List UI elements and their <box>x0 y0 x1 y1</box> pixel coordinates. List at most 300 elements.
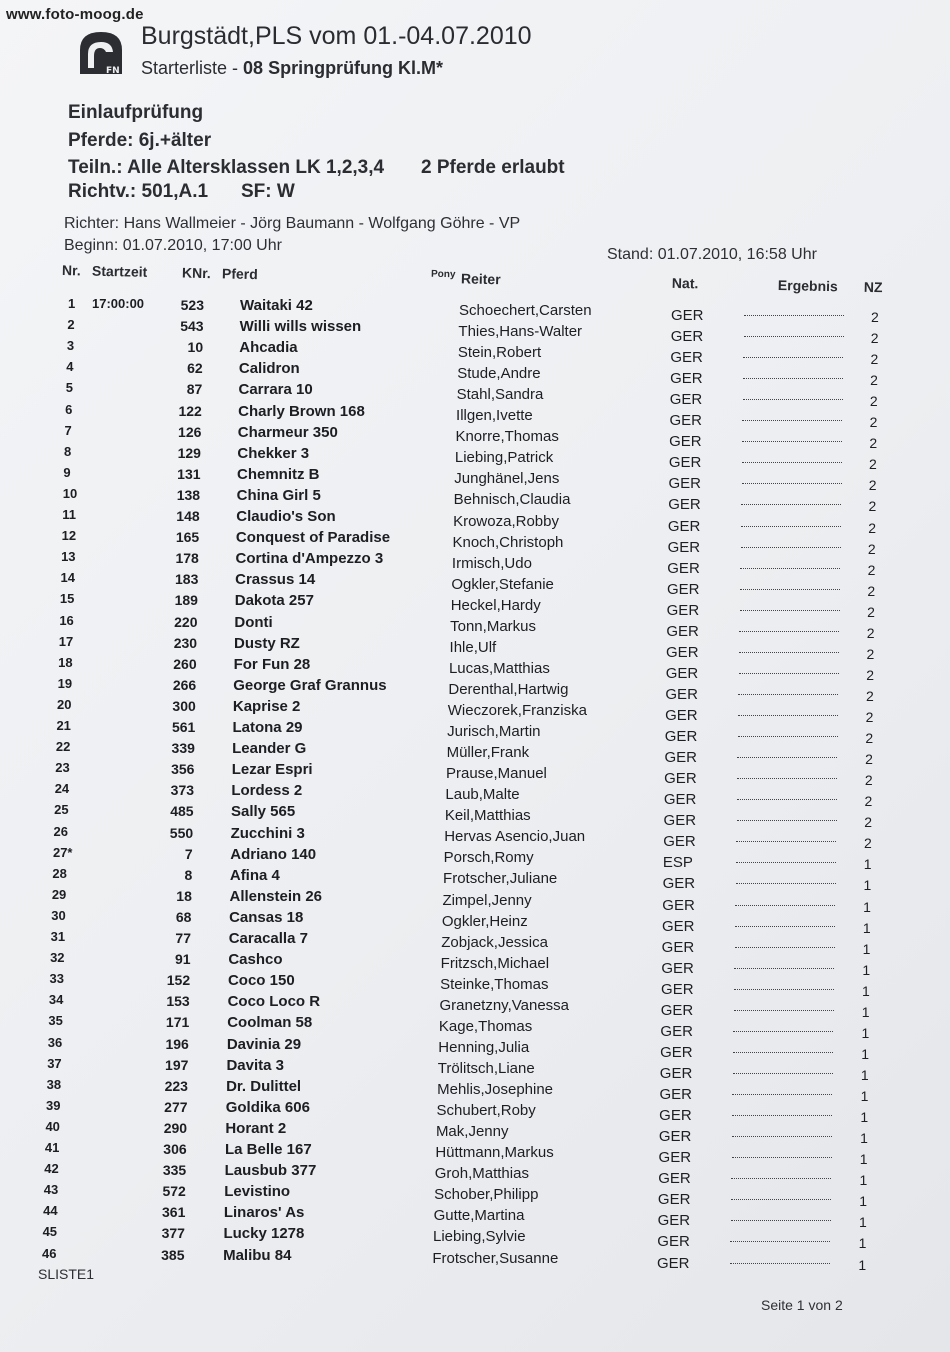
cell-nz: 2 <box>870 330 879 347</box>
cell-nat: GER <box>657 1254 690 1272</box>
cell-reiter: Laub,Malte <box>445 786 520 804</box>
cell-nat: GER <box>661 938 695 956</box>
cell-reiter: Prause,Manuel <box>445 765 547 783</box>
cell-nz: 2 <box>865 751 873 768</box>
table-row <box>0 992 950 1020</box>
cell-nz: 2 <box>864 835 872 852</box>
cell-nz: 2 <box>869 414 878 431</box>
cell-pferd: Allenstein 26 <box>229 887 323 905</box>
cell-pferd: Lezar Espri <box>231 761 313 779</box>
table-row <box>0 422 950 452</box>
cell-reiter: Krowoza,Robby <box>453 512 559 530</box>
cell-knr: 335 <box>162 1162 187 1179</box>
cell-nat: GER <box>663 833 696 851</box>
cell-nat: GER <box>665 707 698 725</box>
cell-nz: 1 <box>862 982 870 999</box>
cell-reiter: Heckel,Hardy <box>450 596 541 614</box>
cell-nr: 19 <box>57 675 73 691</box>
cell-nr: 31 <box>50 929 66 944</box>
result-blank <box>737 751 837 758</box>
cell-reiter: Trölitsch,Liane <box>437 1059 535 1077</box>
cell-reiter: Jurisch,Martin <box>447 723 541 741</box>
cell-nz: 1 <box>863 856 872 873</box>
cell-nz: 2 <box>866 624 875 641</box>
table-row <box>0 338 950 368</box>
cell-knr: 152 <box>166 972 191 989</box>
cell-knr: 230 <box>173 634 198 651</box>
cell-nat: GER <box>659 1064 693 1082</box>
list-id: SLISTE1 <box>38 1266 95 1282</box>
cell-pferd: Willi wills wissen <box>239 318 362 336</box>
cell-knr: 361 <box>162 1204 186 1221</box>
subtitle-prefix: Starterliste - <box>141 58 239 78</box>
page-title: Burgstädt,PLS vom 01.-04.07.2010 <box>141 22 532 50</box>
page-number: Seite 1 von 2 <box>761 1297 843 1313</box>
result-blank <box>738 688 838 695</box>
table-row <box>0 1203 950 1231</box>
cell-knr: 153 <box>166 993 190 1010</box>
result-blank <box>742 477 842 484</box>
cell-knr: 138 <box>176 486 201 503</box>
participants-text: Teiln.: Alle Altersklassen LK 1,2,3,4 <box>68 157 385 178</box>
cell-nr: 10 <box>62 485 78 501</box>
cell-reiter: Stein,Robert <box>457 344 542 362</box>
cell-pferd: Afina 4 <box>229 866 280 884</box>
watermark: www.foto-moog.de <box>6 6 144 23</box>
cell-nat: GER <box>661 959 694 977</box>
cell-nr: 16 <box>59 612 74 628</box>
cell-nat: GER <box>661 917 695 935</box>
cell-knr: 189 <box>174 592 198 609</box>
col-pony: Pony <box>430 268 456 281</box>
table-row <box>0 1140 950 1168</box>
result-blank <box>733 1025 833 1032</box>
cell-nat: GER <box>668 496 701 514</box>
result-blank <box>731 1214 831 1221</box>
result-blank <box>737 814 837 821</box>
table-row <box>0 1118 950 1147</box>
cell-nat: GER <box>668 475 702 493</box>
cell-knr: 550 <box>169 824 194 841</box>
cell-knr: 561 <box>171 719 196 735</box>
cell-nz: 1 <box>860 1066 869 1083</box>
result-blank <box>736 877 836 884</box>
cell-knr: 7 <box>184 845 193 862</box>
cell-pferd: Latona 29 <box>232 719 303 736</box>
cell-knr: 339 <box>171 740 195 757</box>
cell-nat: GER <box>667 517 701 535</box>
cell-nat: GER <box>669 433 702 451</box>
cell-nat: GER <box>666 643 699 661</box>
cell-nr: 37 <box>47 1055 62 1071</box>
col-reiter: Reiter <box>460 270 501 288</box>
cell-nz: 1 <box>859 1151 868 1168</box>
cell-nat: GER <box>666 622 699 640</box>
cell-nat: GER <box>660 1043 693 1061</box>
cell-nr: 27* <box>52 844 73 860</box>
cell-pferd: Leander G <box>232 740 307 758</box>
cell-nr: 12 <box>61 528 77 544</box>
judges-line: Richter: Hans Wallmeier - Jörg Baumann - Wolfgang Göhre - VP <box>64 215 521 232</box>
cell-knr: 10 <box>187 339 204 356</box>
table-row <box>0 1245 950 1273</box>
cell-nr: 34 <box>48 992 64 1008</box>
cell-reiter: Knoch,Christoph <box>452 533 564 551</box>
cell-nr: 11 <box>62 507 76 522</box>
cell-knr: 165 <box>175 529 200 546</box>
result-blank <box>734 962 834 969</box>
cell-nat: GER <box>660 1022 693 1040</box>
cell-reiter: Groh,Matthias <box>434 1165 529 1183</box>
cell-nr: 35 <box>48 1013 63 1029</box>
cell-reiter: Steinke,Thomas <box>440 975 549 993</box>
cell-reiter: Stahl,Sandra <box>456 386 544 404</box>
cell-nat: GER <box>670 328 704 346</box>
cell-pferd: Sally 565 <box>230 803 296 821</box>
cell-nr: 33 <box>49 971 64 987</box>
result-blank <box>742 414 842 421</box>
cell-nr: 43 <box>43 1182 59 1198</box>
cell-pferd: Kaprise 2 <box>232 697 301 715</box>
result-blank <box>732 1109 832 1116</box>
table-row <box>0 739 950 768</box>
cell-nz: 2 <box>865 709 874 726</box>
stand-line: Stand: 01.07.2010, 16:58 Uhr <box>607 246 817 263</box>
result-blank <box>730 1257 830 1264</box>
result-blank <box>735 899 835 906</box>
cell-reiter: Behnisch,Claudia <box>453 491 571 509</box>
result-blank <box>741 498 841 505</box>
cell-reiter: Lucas,Matthias <box>448 659 550 677</box>
cell-nz: 1 <box>863 877 872 894</box>
cell-nz: 1 <box>861 1003 870 1020</box>
result-blank <box>744 330 844 337</box>
cell-reiter: Gutte,Martina <box>433 1207 525 1225</box>
cell-reiter: Illgen,Ivette <box>456 407 533 425</box>
cell-knr: 129 <box>177 444 201 461</box>
result-blank <box>741 520 841 527</box>
cell-reiter: Granetzny,Vanessa <box>439 996 569 1014</box>
cell-pferd: Zucchini 3 <box>230 824 305 842</box>
cell-nr: 29 <box>51 886 67 902</box>
cell-knr: 131 <box>177 465 201 482</box>
result-blank <box>743 351 843 358</box>
cell-nr: 44 <box>43 1203 58 1219</box>
cell-nat: GER <box>664 728 698 746</box>
cell-knr: 220 <box>174 613 198 630</box>
cell-reiter: Hüttmann,Markus <box>435 1144 554 1162</box>
cell-reiter: Schubert,Roby <box>436 1102 536 1120</box>
cell-nz: 2 <box>866 666 875 683</box>
result-blank <box>739 667 839 674</box>
result-blank <box>744 309 844 316</box>
cell-knr: 277 <box>164 1098 188 1115</box>
cell-nr: 24 <box>54 781 70 797</box>
cell-knr: 62 <box>187 360 203 377</box>
cell-pferd: Caracalla 7 <box>228 930 308 947</box>
cell-pferd: Lausbub 377 <box>224 1162 317 1180</box>
cell-nr: 38 <box>46 1076 62 1092</box>
cell-pferd: Ahcadia <box>239 339 298 357</box>
cell-reiter: Frotscher,Juliane <box>443 870 558 888</box>
cell-nat: GER <box>662 875 696 893</box>
col-startzeit: Startzeit <box>91 262 148 280</box>
cell-nz: 2 <box>869 456 877 473</box>
result-blank <box>731 1193 831 1200</box>
cell-pferd: Davita 3 <box>226 1056 285 1074</box>
cell-nz: 2 <box>864 814 873 831</box>
cell-nz: 2 <box>867 561 876 578</box>
cell-pferd: Carrara 10 <box>238 381 313 399</box>
cell-pferd: Calidron <box>238 360 300 378</box>
cell-pferd: Chekker 3 <box>237 444 310 462</box>
result-blank <box>732 1151 832 1158</box>
result-blank <box>739 625 839 632</box>
cell-nr: 25 <box>54 802 69 818</box>
result-blank <box>731 1172 831 1179</box>
cell-knr: 485 <box>170 803 194 820</box>
cell-nz: 2 <box>865 687 874 704</box>
table-row <box>0 401 950 431</box>
cell-nat: GER <box>664 770 697 788</box>
cell-knr: 91 <box>174 951 191 968</box>
horses-allowed: 2 Pferde erlaubt <box>421 157 565 178</box>
cell-nat: GER <box>657 1233 690 1251</box>
cell-nr: 39 <box>46 1097 61 1113</box>
cell-nr: 36 <box>47 1034 63 1050</box>
cell-pferd: Lordess 2 <box>231 782 303 800</box>
cell-pferd: La Belle 167 <box>224 1141 312 1158</box>
cell-pferd: Adriano 140 <box>230 845 317 863</box>
cell-knr: 8 <box>184 866 193 883</box>
horse-requirement: Pferde: 6j.+älter <box>68 130 212 151</box>
cell-nz: 1 <box>863 898 871 915</box>
result-blank <box>734 1004 834 1011</box>
result-blank <box>743 372 843 379</box>
cell-reiter: Schober,Philipp <box>434 1186 539 1204</box>
cell-reiter: Derenthal,Hartwig <box>448 680 569 698</box>
cell-knr: 126 <box>178 423 202 440</box>
cell-reiter: Ogkler,Heinz <box>441 912 528 930</box>
sf-text: SF: W <box>241 181 295 202</box>
cell-nat: GER <box>669 412 702 430</box>
cell-reiter: Irmisch,Udo <box>451 554 532 572</box>
cell-reiter: Frotscher,Susanne <box>432 1249 559 1267</box>
cell-nz: 1 <box>858 1214 867 1231</box>
cell-knr: 68 <box>175 908 192 925</box>
result-blank <box>732 1088 832 1095</box>
cell-reiter: Müller,Frank <box>446 744 530 762</box>
cell-nat: GER <box>669 391 703 409</box>
cell-reiter: Wieczorek,Franziska <box>447 702 587 720</box>
cell-knr: 197 <box>165 1056 189 1073</box>
cell-pferd: Donti <box>234 613 273 631</box>
cell-nat: GER <box>667 538 701 556</box>
cell-knr: 87 <box>186 381 203 398</box>
cell-nat: GER <box>662 896 695 914</box>
cell-nat: GER <box>663 812 697 830</box>
cell-nz: 1 <box>860 1088 869 1105</box>
cell-pferd: Horant 2 <box>225 1119 287 1137</box>
cell-pferd: Claudio's Son <box>236 508 336 525</box>
table-row <box>0 929 950 957</box>
result-blank <box>740 562 840 569</box>
cell-nr: 7 <box>64 422 72 438</box>
cell-nz: 2 <box>869 435 878 452</box>
cell-reiter: Tonn,Markus <box>450 617 536 635</box>
cell-knr: 266 <box>172 676 197 693</box>
cell-nr: 5 <box>65 380 73 396</box>
cell-nz: 1 <box>859 1172 868 1189</box>
cell-nz: 1 <box>862 940 871 957</box>
cell-pferd: Levistino <box>224 1183 291 1201</box>
cell-knr: 385 <box>161 1246 185 1263</box>
cell-nat: GER <box>659 1107 692 1125</box>
cell-pferd: George Graf Grannus <box>233 676 387 694</box>
cell-knr: 572 <box>162 1183 186 1200</box>
cell-nr: 23 <box>55 760 70 776</box>
cell-nz: 1 <box>860 1130 868 1147</box>
cell-nr: 40 <box>45 1118 60 1134</box>
cell-knr: 373 <box>170 782 195 799</box>
cell-nz: 2 <box>870 372 878 389</box>
cell-nz: 2 <box>864 793 873 810</box>
cell-nz: 2 <box>868 477 877 494</box>
cell-knr: 523 <box>180 297 204 313</box>
cell-nr: 2 <box>67 317 75 333</box>
cell-nz: 2 <box>871 309 879 325</box>
table-row <box>0 1055 950 1083</box>
cell-reiter: Henning,Julia <box>438 1038 530 1056</box>
result-blank <box>734 983 834 990</box>
cell-nr: 9 <box>63 464 71 480</box>
cell-nat: GER <box>665 664 699 682</box>
result-blank <box>742 456 842 463</box>
col-pferd: Pferd <box>221 265 258 283</box>
cell-nz: 2 <box>867 582 876 599</box>
cell-nat: GER <box>658 1128 692 1146</box>
result-blank <box>733 1046 833 1053</box>
result-blank <box>735 920 835 927</box>
cell-knr: 306 <box>163 1141 187 1157</box>
cell-nz: 2 <box>865 730 874 747</box>
cell-nz: 1 <box>858 1235 867 1252</box>
cell-knr: 148 <box>176 508 200 524</box>
result-blank <box>740 583 840 590</box>
cell-pferd: Dusty RZ <box>233 634 300 652</box>
result-blank <box>738 709 838 716</box>
result-blank <box>739 646 839 653</box>
cell-nz: 1 <box>861 1045 869 1062</box>
cell-nz: 2 <box>866 645 875 662</box>
cell-nat: GER <box>670 349 703 367</box>
cell-pferd: Crassus 14 <box>235 571 316 589</box>
table-row <box>0 1182 950 1210</box>
cell-reiter: Zobjack,Jessica <box>441 933 548 951</box>
cell-nat: GER <box>667 559 700 577</box>
table-row <box>0 380 950 410</box>
cell-nat: GER <box>666 580 700 598</box>
cell-nr: 42 <box>44 1161 59 1177</box>
result-blank <box>737 772 837 779</box>
cell-nr: 15 <box>59 591 75 607</box>
competition-type: Einlaufprüfung <box>68 102 204 123</box>
cell-nat: GER <box>666 601 700 619</box>
cell-nr: 8 <box>63 443 72 459</box>
result-blank <box>736 856 836 863</box>
cell-knr: 171 <box>165 1014 190 1031</box>
cell-knr: 290 <box>163 1119 188 1136</box>
cell-pferd: Cashco <box>228 951 283 969</box>
result-blank <box>741 541 841 548</box>
cell-nz: 2 <box>869 393 878 410</box>
result-blank <box>735 941 835 948</box>
table-row <box>0 907 950 936</box>
cell-nat: GER <box>661 980 694 998</box>
cell-nr: 17 <box>58 633 74 649</box>
cell-reiter: Kage,Thomas <box>438 1017 533 1035</box>
cell-reiter: Fritzsch,Michael <box>440 954 550 972</box>
competition-name: 08 Springprüfung Kl.M* <box>243 58 444 78</box>
cell-nz: 1 <box>859 1193 868 1210</box>
cell-nz: 1 <box>858 1256 867 1273</box>
col-nz: NZ <box>863 278 883 296</box>
result-blank <box>743 393 843 400</box>
result-blank <box>733 1067 833 1074</box>
cell-nr: 46 <box>42 1245 57 1261</box>
cell-nr: 28 <box>52 865 67 881</box>
cell-knr: 196 <box>165 1035 189 1052</box>
result-blank <box>738 730 838 737</box>
cell-nat: GER <box>659 1086 692 1104</box>
cell-nr: 14 <box>60 570 75 586</box>
cell-pferd: Cortina d'Ampezzo 3 <box>235 550 384 568</box>
cell-nr: 13 <box>61 549 76 565</box>
begin-line: Beginn: 01.07.2010, 17:00 Uhr <box>64 237 282 254</box>
table-row <box>0 443 950 473</box>
cell-startzeit: 17:00:00 <box>92 296 145 311</box>
cell-nat: GER <box>671 307 704 324</box>
cell-pferd: Coco 150 <box>227 972 295 990</box>
cell-nz: 1 <box>860 1109 869 1126</box>
cell-nr: 30 <box>51 907 66 923</box>
cell-nr: 4 <box>66 359 74 375</box>
cell-reiter: Keil,Matthias <box>444 807 531 825</box>
table-row <box>0 1161 950 1189</box>
cell-knr: 356 <box>171 761 195 778</box>
cell-nr: 6 <box>65 401 73 417</box>
cell-nz: 2 <box>867 540 876 557</box>
cell-nz: 2 <box>868 519 876 536</box>
cell-nat: GER <box>665 685 698 703</box>
cell-nz: 2 <box>864 772 873 789</box>
cell-nr: 20 <box>57 696 72 712</box>
table-row <box>0 317 950 347</box>
table-row <box>0 950 950 978</box>
cell-nr: 26 <box>53 823 69 839</box>
cell-pferd: Dakota 257 <box>234 592 314 610</box>
cell-pferd: Lucky 1278 <box>223 1225 305 1243</box>
cell-knr: 223 <box>164 1077 188 1094</box>
cell-nat: GER <box>657 1191 691 1209</box>
cell-nz: 2 <box>870 351 879 368</box>
cell-reiter: Liebing,Patrick <box>454 449 554 467</box>
cell-knr: 377 <box>161 1225 185 1242</box>
cell-pferd: Cansas 18 <box>229 908 304 926</box>
result-blank <box>736 835 836 842</box>
col-nr: Nr. <box>61 262 81 279</box>
cell-nat: GER <box>657 1212 691 1230</box>
